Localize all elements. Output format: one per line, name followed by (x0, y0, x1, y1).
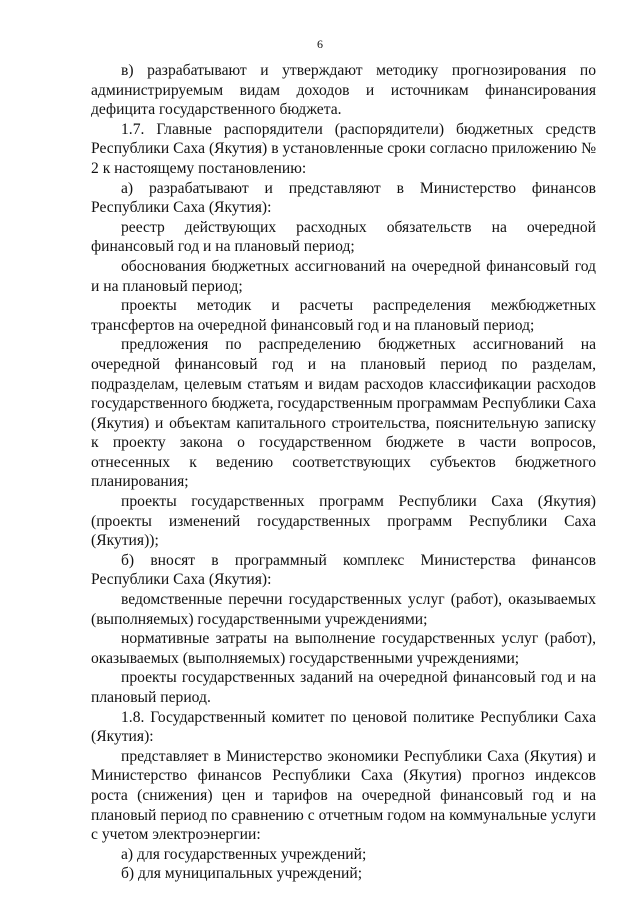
paragraph-state-tasks: проекты государственных заданий на очередной финансовый год и на плановый период. (91, 669, 596, 706)
paragraph-a-state-institutions: а) для государственных учреждений; (121, 845, 367, 863)
paragraph-registry: реестр действующих расходных обязательств на очередной финансовый год и на плановый период; (91, 218, 596, 256)
page-number: 6 (317, 37, 323, 51)
paragraph-justifications: обоснования бюджетных ассигнований на очередной финансовый год и на плановый период; (91, 257, 596, 295)
paragraph-forecast: представляет в Министерство экономики Республики Саха (Якутия) и Министерство финансов Республики Саха (Якутия) прогноз индексов роста (снижения) цен и тарифов на очередной финансовый год и на плановый период по сравнению с отчетным годом на коммунальные услуги с учетом электроэнергии: (91, 747, 596, 844)
paragraph-1-8: 1.8. Государственный комитет по ценовой политике Республики Саха (Якутия): (91, 708, 596, 746)
paragraph-b-municipal-institutions: б) для муниципальных учреждений; (121, 865, 363, 883)
paragraph-methodologies: проекты методик и расчеты распределения межбюджетных трансфертов на очередной финансовый год и на плановый период; (91, 297, 596, 334)
paragraph-1-7: 1.7. Главные распорядители (распорядители) бюджетных средств Республики Саха (Якутия) в установленные сроки согласно приложению № 2 к настоящему постановлению: (91, 120, 596, 177)
document-body (91, 61, 596, 884)
paragraph-state-programs: проекты государственных программ Республики Саха (Якутия) (проекты изменений государственных программ Республики Саха (Якутия)); (91, 493, 596, 550)
paragraph-a-develop: а) разрабатывают и представляют в Министерство финансов Республики Саха (Якутия): (91, 179, 596, 217)
paragraph-departmental-lists: ведомственные перечни государственных услуг (работ), оказываемых (выполняемых) государственными учреждениями; (91, 591, 596, 628)
paragraph-proposals: предложения по распределению бюджетных ассигнований на очередной финансовый год и на плановый период по разделам, подразделам, целевым статьям и видам расходов классификации расходов государственного бюджета, государственным программам Республики Саха (Якутия) и объектам капитального строительства, пояснительную записку к проекту закона о государственном бюджете в части вопросов, отнесенных к ведению соответствующих субъектов бюджетного планирования; (91, 336, 596, 491)
paragraph-normative-costs: нормативные затраты на выполнение государственных услуг (работ), оказываемых (выполняемых) государственными учреждениями; (91, 630, 596, 667)
paragraph-v-methodology: в) разрабатывают и утверждают методику прогнозирования по администрируемым видам доходов и источникам финансирования дефицита государственного бюджета. (91, 62, 596, 119)
paragraph-b-enter: б) вносят в программный комплекс Министерства финансов Республики Саха (Якутия): (91, 551, 596, 589)
